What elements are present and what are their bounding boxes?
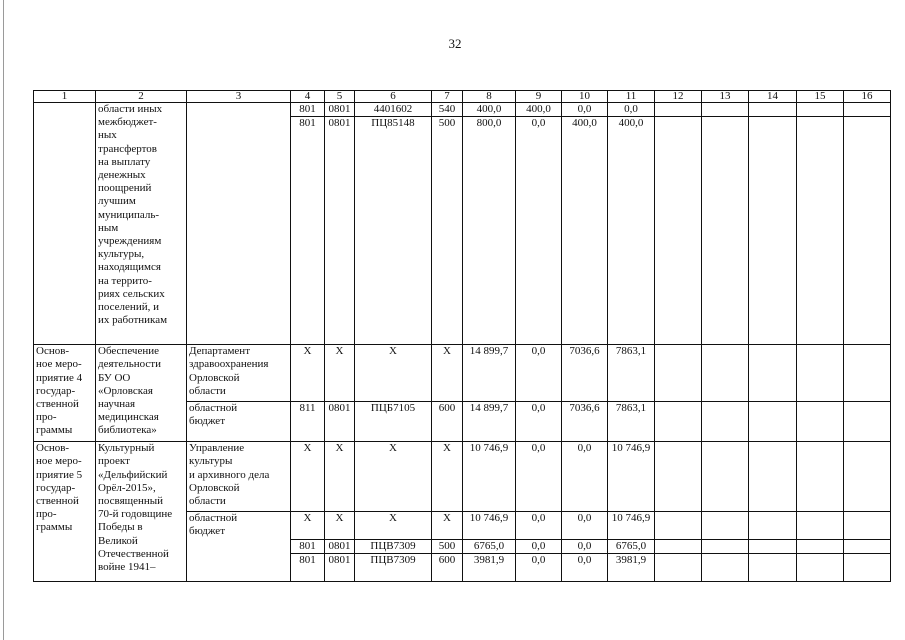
cell-col11: 0,0 — [608, 103, 655, 117]
cell-col12 — [655, 442, 702, 512]
cell-col14 — [749, 442, 797, 512]
cell-col13 — [702, 117, 749, 345]
cell-col16 — [844, 554, 891, 582]
cell-col3 — [187, 103, 291, 345]
cell-col8: 6765,0 — [463, 540, 516, 554]
cell-col3-executor: Управление культуры и архивного дела Орловской области — [187, 442, 291, 512]
header-cell: 7 — [432, 91, 463, 103]
page-number: 32 — [448, 36, 462, 51]
cell-col16 — [844, 512, 891, 540]
cell-col5: 0801 — [325, 554, 355, 582]
cell-col6: X — [355, 345, 432, 402]
cell-col4: X — [291, 512, 325, 540]
cell-col1-measure: Основ- ное меро- приятие 4 государ- ственной про- граммы — [34, 345, 96, 442]
cell-col1-measure: Основ- ное меро- приятие 5 государ- ственной про- граммы — [34, 442, 96, 582]
cell-col12 — [655, 345, 702, 402]
header-cell: 8 — [463, 91, 516, 103]
cell-col9: 0,0 — [516, 402, 562, 442]
cell-col8: 14 899,7 — [463, 345, 516, 402]
cell-col14 — [749, 554, 797, 582]
cell-col10: 7036,6 — [562, 402, 608, 442]
cell-col6: ПЦБ7105 — [355, 402, 432, 442]
cell-col15 — [797, 117, 844, 345]
cell-col9: 0,0 — [516, 540, 562, 554]
cell-col8: 14 899,7 — [463, 402, 516, 442]
cell-col3-source: областной бюджет — [187, 402, 291, 442]
cell-col6: ПЦВ7309 — [355, 554, 432, 582]
table-row — [34, 345, 891, 402]
cell-col7: 500 — [432, 117, 463, 345]
cell-col13 — [702, 540, 749, 554]
cell-col9: 400,0 — [516, 103, 562, 117]
header-cell: 14 — [749, 91, 797, 103]
cell-col10: 0,0 — [562, 512, 608, 540]
cell-col7: 600 — [432, 402, 463, 442]
cell-col7: X — [432, 442, 463, 512]
cell-col11: 7863,1 — [608, 402, 655, 442]
page-margin-line — [3, 0, 4, 640]
header-cell: 13 — [702, 91, 749, 103]
cell-col10: 0,0 — [562, 442, 608, 512]
cell-col7: 600 — [432, 554, 463, 582]
header-cell: 16 — [844, 91, 891, 103]
cell-col7: 500 — [432, 540, 463, 554]
cell-col10: 0,0 — [562, 540, 608, 554]
cell-col4: X — [291, 345, 325, 402]
cell-col4: 801 — [291, 103, 325, 117]
cell-col1 — [34, 103, 96, 345]
cell-col6: ПЦ85148 — [355, 117, 432, 345]
cell-col11: 400,0 — [608, 117, 655, 345]
cell-col11: 7863,1 — [608, 345, 655, 402]
cell-col11: 10 746,9 — [608, 442, 655, 512]
cell-col16 — [844, 117, 891, 345]
header-cell: 3 — [187, 91, 291, 103]
cell-col5: X — [325, 345, 355, 402]
cell-col12 — [655, 103, 702, 117]
cell-col4: 801 — [291, 117, 325, 345]
header-cell: 9 — [516, 91, 562, 103]
cell-col8: 800,0 — [463, 117, 516, 345]
cell-col7: X — [432, 345, 463, 402]
cell-col5: 0801 — [325, 540, 355, 554]
cell-col8: 10 746,9 — [463, 512, 516, 540]
cell-col16 — [844, 540, 891, 554]
cell-col14 — [749, 512, 797, 540]
cell-col14 — [749, 402, 797, 442]
budget-table — [33, 90, 891, 582]
cell-col8: 10 746,9 — [463, 442, 516, 512]
cell-col15 — [797, 540, 844, 554]
cell-col11: 3981,9 — [608, 554, 655, 582]
cell-col4: 801 — [291, 540, 325, 554]
table-header-row — [34, 91, 891, 103]
header-cell: 6 — [355, 91, 432, 103]
cell-col15 — [797, 512, 844, 540]
cell-col8: 3981,9 — [463, 554, 516, 582]
cell-col14 — [749, 345, 797, 402]
cell-col4: 811 — [291, 402, 325, 442]
header-cell: 15 — [797, 91, 844, 103]
cell-col2-description: области иных межбюджет- ных трансфертов на выплату денежных поощрений лучшим муниципаль- ным учреждениям культуры, находящимся на террито- риях сельских поселений, и их работникам — [96, 103, 187, 345]
cell-col2-description: Культурный проект «Дельфийский Орёл-2015», посвященный 70-й годовщине Победы в Великой Отечественной войне 1941– — [96, 442, 187, 582]
cell-col15 — [797, 442, 844, 512]
cell-col15 — [797, 345, 844, 402]
cell-col5: 0801 — [325, 103, 355, 117]
cell-col11: 10 746,9 — [608, 512, 655, 540]
cell-col16 — [844, 103, 891, 117]
cell-col5: X — [325, 512, 355, 540]
cell-col5: X — [325, 442, 355, 512]
cell-col6: 4401602 — [355, 103, 432, 117]
cell-col12 — [655, 540, 702, 554]
cell-col12 — [655, 402, 702, 442]
cell-col13 — [702, 442, 749, 512]
cell-col6: X — [355, 442, 432, 512]
cell-col7: 540 — [432, 103, 463, 117]
cell-col9: 0,0 — [516, 554, 562, 582]
cell-col10: 0,0 — [562, 103, 608, 117]
cell-col6: X — [355, 512, 432, 540]
cell-col9: 0,0 — [516, 117, 562, 345]
cell-col11: 6765,0 — [608, 540, 655, 554]
cell-col15 — [797, 402, 844, 442]
cell-col13 — [702, 402, 749, 442]
header-cell: 4 — [291, 91, 325, 103]
cell-col13 — [702, 345, 749, 402]
cell-col2-description: Обеспечение деятельности БУ ОО «Орловская научная медицинская библиотека» — [96, 345, 187, 442]
cell-col13 — [702, 103, 749, 117]
cell-col10: 400,0 — [562, 117, 608, 345]
cell-col16 — [844, 402, 891, 442]
header-cell: 5 — [325, 91, 355, 103]
cell-col5: 0801 — [325, 117, 355, 345]
header-cell: 12 — [655, 91, 702, 103]
cell-col12 — [655, 554, 702, 582]
cell-col15 — [797, 554, 844, 582]
cell-col8: 400,0 — [463, 103, 516, 117]
cell-col15 — [797, 103, 844, 117]
cell-col14 — [749, 103, 797, 117]
cell-col12 — [655, 512, 702, 540]
header-cell: 11 — [608, 91, 655, 103]
cell-col16 — [844, 442, 891, 512]
header-cell: 10 — [562, 91, 608, 103]
cell-col4: X — [291, 442, 325, 512]
table-row — [34, 103, 891, 117]
cell-col12 — [655, 117, 702, 345]
cell-col14 — [749, 540, 797, 554]
cell-col10: 0,0 — [562, 554, 608, 582]
cell-col7: X — [432, 512, 463, 540]
cell-col4: 801 — [291, 554, 325, 582]
cell-col9: 0,0 — [516, 345, 562, 402]
cell-col3-executor: Департамент здравоохранения Орловской области — [187, 345, 291, 402]
cell-col6: ПЦВ7309 — [355, 540, 432, 554]
cell-col9: 0,0 — [516, 442, 562, 512]
header-cell: 2 — [96, 91, 187, 103]
cell-col5: 0801 — [325, 402, 355, 442]
cell-col9: 0,0 — [516, 512, 562, 540]
header-cell: 1 — [34, 91, 96, 103]
cell-col13 — [702, 512, 749, 540]
cell-col14 — [749, 117, 797, 345]
cell-col3-source: областной бюджет — [187, 512, 291, 582]
cell-col16 — [844, 345, 891, 402]
cell-col10: 7036,6 — [562, 345, 608, 402]
cell-col13 — [702, 554, 749, 582]
table-row — [34, 442, 891, 512]
